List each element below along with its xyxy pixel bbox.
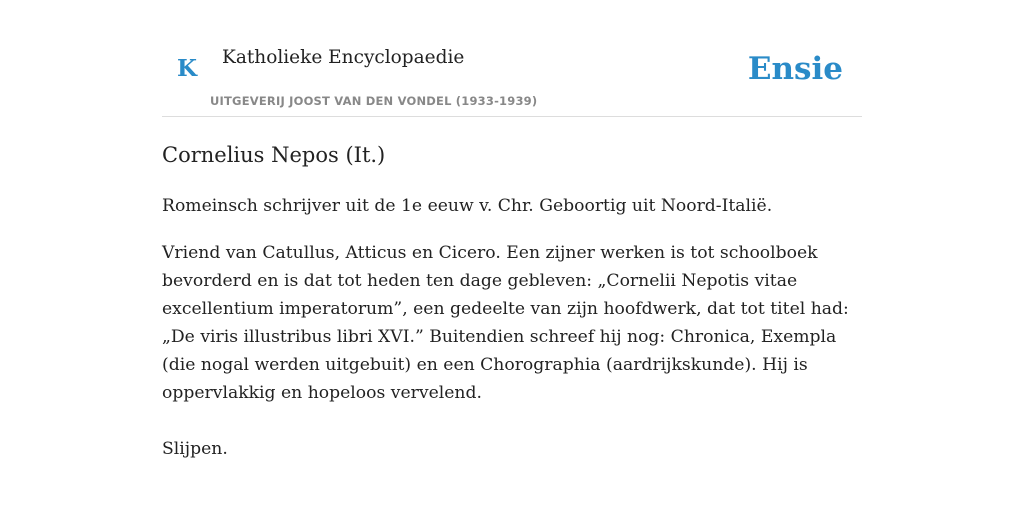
logo-k-icon[interactable]: K: [177, 55, 197, 82]
site-header: [162, 0, 862, 117]
publisher-subtitle: UITGEVERIJ JOOST VAN DEN VONDEL (1933-1939): [210, 94, 538, 108]
entry-author: Slijpen.: [162, 439, 228, 459]
entry-paragraph-2: Vriend van Catullus, Atticus en Cicero. Een zijner werken is tot schoolboek bevorderd en is dat tot heden ten dage gebleven: „Cornelii Nepotis vitae excellentium imperatorum”, een gedeelte van zijn hoofdwerk, dat tot titel had: „De viris illustribus libri XVI.” Buitendien schreef hij nog: Chronica, Exempla (die nogal werden uitgebuit) en een Chorographia (aardrijkskunde). Hij is oppervlakkig en hopeloos vervelend.: [162, 243, 849, 403]
page: [162, 0, 862, 512]
ensie-logo-link[interactable]: Ensie: [747, 51, 843, 87]
entry-title: Cornelius Nepos (It.): [162, 143, 386, 167]
entry-paragraph-1: Romeinsch schrijver uit de 1e eeuw v. Chr. Geboortig uit Noord-Italië.: [162, 196, 773, 216]
site-title-link[interactable]: Katholieke Encyclopaedie: [222, 47, 465, 68]
